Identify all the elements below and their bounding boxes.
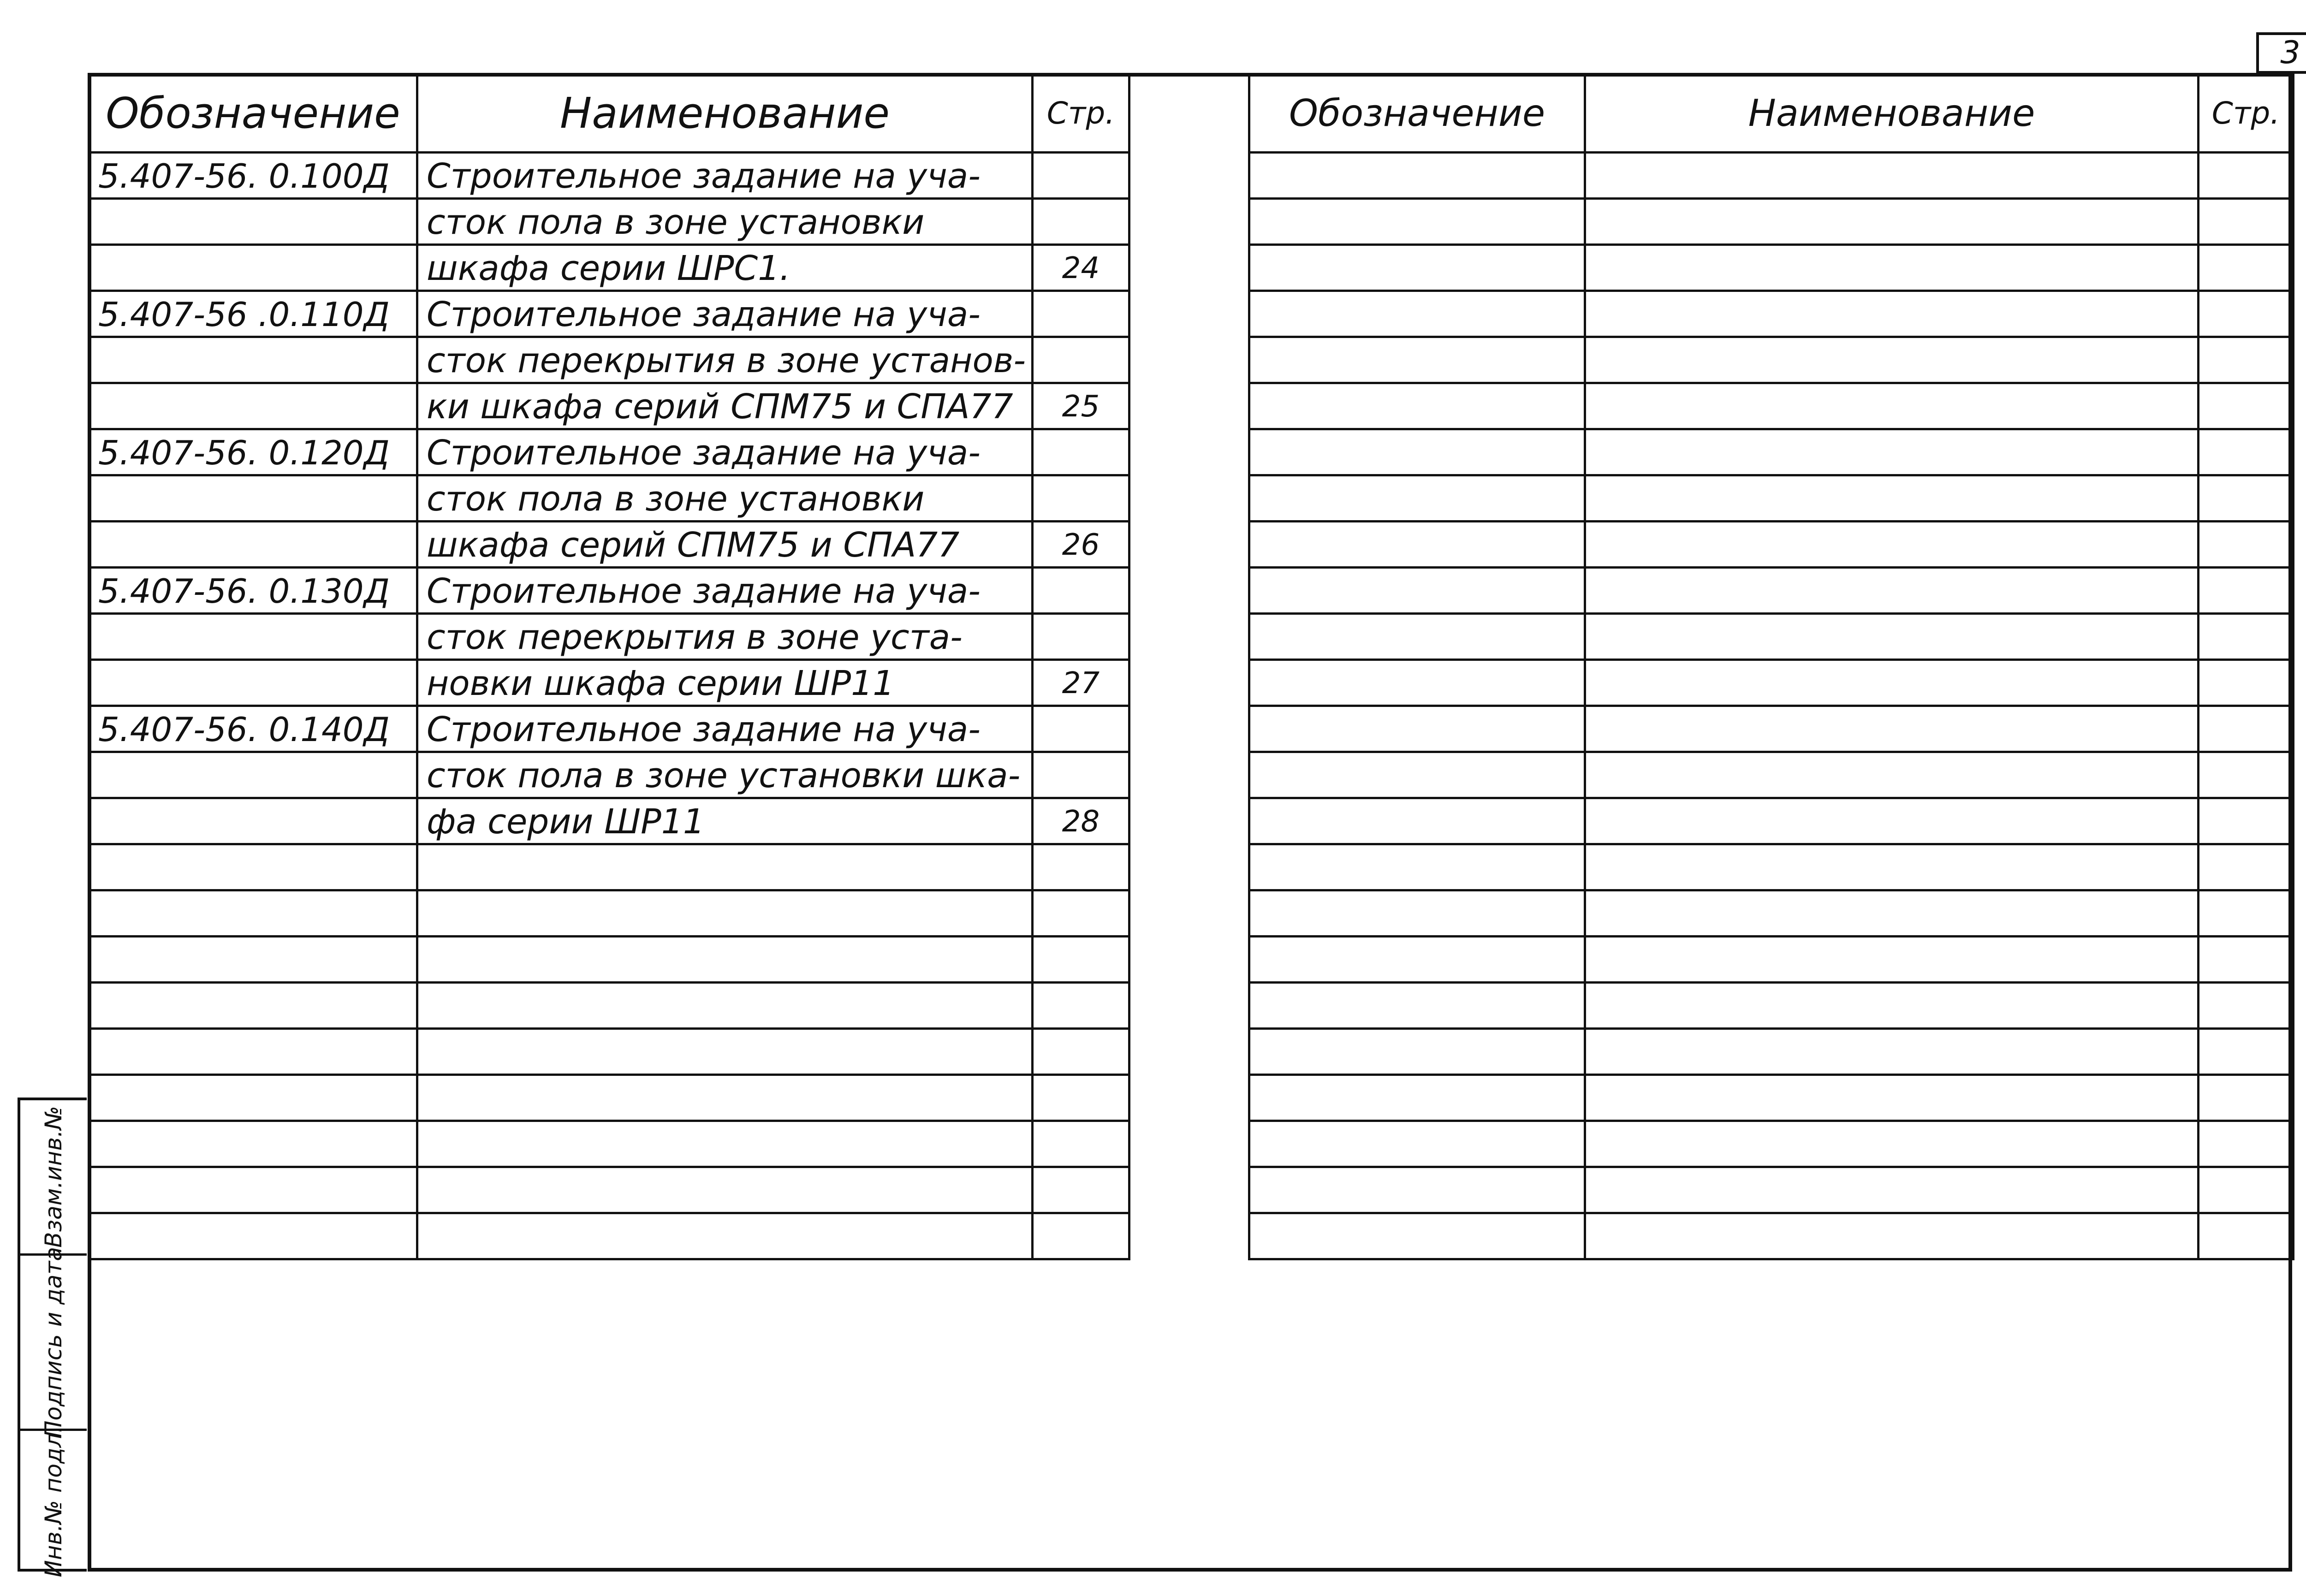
table-row bbox=[89, 1121, 1129, 1167]
page-cell bbox=[1033, 568, 1129, 614]
name-cell bbox=[417, 1213, 1033, 1259]
name-cell: шкафа серии ШРС1. bbox=[417, 245, 1033, 291]
name-cell: шкафа серий СПМ75 и СПА77 bbox=[417, 522, 1033, 568]
table-row bbox=[89, 245, 1129, 291]
designation-cell bbox=[1249, 522, 1585, 568]
designation-cell bbox=[1249, 614, 1585, 660]
designation-cell bbox=[1249, 890, 1585, 937]
table-row bbox=[89, 153, 1129, 199]
page-cell bbox=[1033, 291, 1129, 337]
page-cell bbox=[2199, 475, 2294, 522]
table-row bbox=[89, 337, 1129, 383]
name-cell bbox=[1585, 429, 2199, 475]
table-row bbox=[1249, 844, 2294, 890]
name-cell: сток пола в зоне установки шка- bbox=[417, 752, 1033, 798]
page-cell: 25 bbox=[1033, 383, 1129, 429]
designation-cell bbox=[1249, 337, 1585, 383]
designation-cell bbox=[89, 660, 417, 706]
table-row bbox=[1249, 337, 2294, 383]
table-row bbox=[1249, 983, 2294, 1029]
designation-cell bbox=[89, 1075, 417, 1121]
name-cell: фа серии ШР11 bbox=[417, 798, 1033, 844]
designation-cell: 5.407-56 .0.110Д bbox=[89, 291, 417, 337]
table-row bbox=[89, 1213, 1129, 1259]
stamp-cell-signature bbox=[20, 1246, 87, 1438]
designation-cell bbox=[89, 844, 417, 890]
page-cell bbox=[2199, 844, 2294, 890]
page-cell bbox=[1033, 706, 1129, 752]
stamp-label-signature: Подпись и дата bbox=[40, 1246, 67, 1438]
name-cell: Строительное задание на уча- bbox=[417, 706, 1033, 752]
page-cell bbox=[2199, 153, 2294, 199]
page-cell bbox=[1033, 429, 1129, 475]
page-cell bbox=[2199, 1121, 2294, 1167]
page-cell bbox=[1033, 153, 1129, 199]
table-row bbox=[89, 522, 1129, 568]
designation-cell bbox=[89, 1121, 417, 1167]
page-cell bbox=[1033, 614, 1129, 660]
side-stamp bbox=[18, 1098, 87, 1578]
page-cell bbox=[2199, 890, 2294, 937]
name-cell bbox=[417, 1029, 1033, 1075]
page-cell bbox=[1033, 199, 1129, 245]
designation-cell bbox=[89, 890, 417, 937]
table-row bbox=[89, 199, 1129, 245]
designation-cell bbox=[1249, 475, 1585, 522]
name-cell bbox=[1585, 706, 2199, 752]
table-row bbox=[89, 844, 1129, 890]
designation-cell bbox=[89, 199, 417, 245]
page-cell bbox=[2199, 291, 2294, 337]
stamp-label-replacement: Взам.инв.№ bbox=[40, 1106, 67, 1248]
designation-cell bbox=[1249, 429, 1585, 475]
designation-cell bbox=[1249, 1213, 1585, 1259]
designation-cell bbox=[1249, 660, 1585, 706]
designation-cell bbox=[89, 245, 417, 291]
page-cell bbox=[2199, 383, 2294, 429]
table-row bbox=[89, 706, 1129, 752]
table-row bbox=[89, 383, 1129, 429]
designation-cell bbox=[89, 752, 417, 798]
designation-cell bbox=[1249, 798, 1585, 844]
page-cell: 28 bbox=[1033, 798, 1129, 844]
name-cell bbox=[1585, 1213, 2199, 1259]
designation-cell bbox=[1249, 706, 1585, 752]
name-cell bbox=[1585, 383, 2199, 429]
name-cell bbox=[417, 1121, 1033, 1167]
designation-cell bbox=[89, 522, 417, 568]
table-row bbox=[1249, 199, 2294, 245]
name-cell bbox=[1585, 798, 2199, 844]
table-row bbox=[1249, 798, 2294, 844]
table-row bbox=[1249, 475, 2294, 522]
name-cell bbox=[1585, 983, 2199, 1029]
name-cell bbox=[417, 844, 1033, 890]
designation-cell bbox=[89, 1029, 417, 1075]
designation-cell bbox=[89, 983, 417, 1029]
table-row bbox=[89, 798, 1129, 844]
name-header: Наименование bbox=[1585, 74, 2199, 153]
table-row bbox=[1249, 429, 2294, 475]
page-cell bbox=[2199, 568, 2294, 614]
name-cell bbox=[1585, 660, 2199, 706]
name-cell bbox=[1585, 937, 2199, 983]
page-cell bbox=[2199, 1029, 2294, 1075]
designation-cell: 5.407-56. 0.140Д bbox=[89, 706, 417, 752]
name-cell bbox=[1585, 522, 2199, 568]
designation-cell bbox=[1249, 568, 1585, 614]
name-cell bbox=[1585, 245, 2199, 291]
name-cell bbox=[1585, 337, 2199, 383]
page-cell bbox=[2199, 660, 2294, 706]
designation-cell bbox=[1249, 383, 1585, 429]
designation-cell bbox=[89, 937, 417, 983]
name-header: Наименование bbox=[417, 74, 1033, 153]
designation-cell bbox=[1249, 937, 1585, 983]
designation-cell bbox=[1249, 983, 1585, 1029]
page-cell bbox=[2199, 937, 2294, 983]
table-row bbox=[89, 614, 1129, 660]
table-row bbox=[1249, 706, 2294, 752]
table-row bbox=[1249, 522, 2294, 568]
name-cell bbox=[1585, 614, 2199, 660]
name-cell bbox=[1585, 291, 2199, 337]
table-row bbox=[89, 429, 1129, 475]
page-cell bbox=[1033, 937, 1129, 983]
name-cell: Строительное задание на уча- bbox=[417, 153, 1033, 199]
name-cell: Строительное задание на уча- bbox=[417, 568, 1033, 614]
page-header: Стр. bbox=[2199, 74, 2294, 153]
page-cell bbox=[1033, 844, 1129, 890]
designation-cell: 5.407-56. 0.100Д bbox=[89, 153, 417, 199]
designation-header: Обозначение bbox=[1249, 74, 1585, 153]
table-row bbox=[89, 937, 1129, 983]
designation-cell bbox=[1249, 844, 1585, 890]
page-cell bbox=[2199, 522, 2294, 568]
page-cell bbox=[1033, 890, 1129, 937]
name-cell bbox=[1585, 568, 2199, 614]
page-cell bbox=[2199, 706, 2294, 752]
table-row bbox=[89, 475, 1129, 522]
table-header-row bbox=[89, 74, 1129, 153]
table-row bbox=[89, 1167, 1129, 1213]
designation-cell bbox=[89, 614, 417, 660]
page-cell bbox=[1033, 337, 1129, 383]
table-row bbox=[1249, 1213, 2294, 1259]
designation-cell bbox=[1249, 1167, 1585, 1213]
page-cell: 26 bbox=[1033, 522, 1129, 568]
name-cell: Строительное задание на уча- bbox=[417, 429, 1033, 475]
designation-cell bbox=[1249, 1029, 1585, 1075]
name-cell: сток пола в зоне установки bbox=[417, 475, 1033, 522]
designation-cell bbox=[1249, 752, 1585, 798]
name-cell: сток перекрытия в зоне установ- bbox=[417, 337, 1033, 383]
name-cell bbox=[1585, 1029, 2199, 1075]
name-cell bbox=[1585, 752, 2199, 798]
table-row bbox=[1249, 153, 2294, 199]
page-cell bbox=[2199, 429, 2294, 475]
table-row bbox=[1249, 568, 2294, 614]
designation-cell bbox=[1249, 1075, 1585, 1121]
name-cell bbox=[1585, 153, 2199, 199]
name-cell: сток перекрытия в зоне уста- bbox=[417, 614, 1033, 660]
name-cell: Строительное задание на уча- bbox=[417, 291, 1033, 337]
designation-cell: 5.407-56. 0.130Д bbox=[89, 568, 417, 614]
page-cell: 24 bbox=[1033, 245, 1129, 291]
table-row bbox=[1249, 890, 2294, 937]
table-header-row bbox=[1249, 74, 2294, 153]
designation-cell bbox=[1249, 291, 1585, 337]
page-cell bbox=[2199, 1213, 2294, 1259]
table-row bbox=[89, 660, 1129, 706]
table-row bbox=[89, 983, 1129, 1029]
table-row bbox=[1249, 1075, 2294, 1121]
page-cell: 27 bbox=[1033, 660, 1129, 706]
name-cell bbox=[1585, 199, 2199, 245]
page-cell bbox=[1033, 1167, 1129, 1213]
stamp-cell-inventory bbox=[20, 1425, 87, 1578]
table-row bbox=[1249, 1029, 2294, 1075]
name-cell bbox=[1585, 1167, 2199, 1213]
contents-table-left bbox=[88, 73, 1130, 1260]
contents-table-right bbox=[1248, 73, 2294, 1260]
designation-cell bbox=[1249, 1121, 1585, 1167]
name-cell bbox=[1585, 1121, 2199, 1167]
stamp-cell-replacement bbox=[20, 1100, 87, 1253]
table-row bbox=[89, 890, 1129, 937]
name-cell bbox=[1585, 475, 2199, 522]
table-row bbox=[89, 568, 1129, 614]
page-cell bbox=[1033, 1213, 1129, 1259]
designation-cell bbox=[89, 1213, 417, 1259]
table-row bbox=[1249, 1121, 2294, 1167]
name-cell bbox=[417, 1075, 1033, 1121]
page-cell bbox=[1033, 1029, 1129, 1075]
name-cell bbox=[1585, 1075, 2199, 1121]
page-cell bbox=[2199, 614, 2294, 660]
name-cell bbox=[417, 1167, 1033, 1213]
page-cell bbox=[2199, 798, 2294, 844]
name-cell bbox=[417, 937, 1033, 983]
table-row bbox=[1249, 614, 2294, 660]
name-cell: ки шкафа серий СПМ75 и СПА77 bbox=[417, 383, 1033, 429]
designation-cell bbox=[1249, 245, 1585, 291]
table-row bbox=[1249, 1167, 2294, 1213]
page-cell bbox=[1033, 1075, 1129, 1121]
table-row bbox=[1249, 383, 2294, 429]
name-cell: новки шкафа серии ШР11 bbox=[417, 660, 1033, 706]
stamp-label-inventory: Инв.№ подл. bbox=[40, 1425, 67, 1578]
designation-cell bbox=[89, 383, 417, 429]
page-cell bbox=[2199, 752, 2294, 798]
designation-cell bbox=[89, 798, 417, 844]
designation-cell bbox=[89, 475, 417, 522]
designation-cell bbox=[1249, 199, 1585, 245]
name-cell: сток пола в зоне установки bbox=[417, 199, 1033, 245]
designation-cell: 5.407-56. 0.120Д bbox=[89, 429, 417, 475]
designation-cell bbox=[89, 337, 417, 383]
name-cell bbox=[1585, 844, 2199, 890]
page-cell bbox=[1033, 475, 1129, 522]
page-header: Стр. bbox=[1033, 74, 1129, 153]
sheet-number: 3 bbox=[2256, 32, 2306, 74]
name-cell bbox=[1585, 890, 2199, 937]
page-cell bbox=[1033, 983, 1129, 1029]
page-cell bbox=[2199, 337, 2294, 383]
page-cell bbox=[2199, 199, 2294, 245]
table-row bbox=[1249, 245, 2294, 291]
table-row bbox=[1249, 291, 2294, 337]
name-cell bbox=[417, 890, 1033, 937]
table-row bbox=[1249, 660, 2294, 706]
table-row bbox=[1249, 937, 2294, 983]
page-cell bbox=[2199, 1075, 2294, 1121]
designation-cell bbox=[1249, 153, 1585, 199]
page-cell bbox=[2199, 1167, 2294, 1213]
designation-cell bbox=[89, 1167, 417, 1213]
page-cell bbox=[1033, 1121, 1129, 1167]
table-row bbox=[89, 1075, 1129, 1121]
page-cell bbox=[2199, 245, 2294, 291]
name-cell bbox=[417, 983, 1033, 1029]
table-row bbox=[89, 291, 1129, 337]
page-cell bbox=[2199, 983, 2294, 1029]
table-row bbox=[89, 1029, 1129, 1075]
table-row bbox=[89, 752, 1129, 798]
page-cell bbox=[1033, 752, 1129, 798]
designation-header: Обозначение bbox=[89, 74, 417, 153]
table-row bbox=[1249, 752, 2294, 798]
